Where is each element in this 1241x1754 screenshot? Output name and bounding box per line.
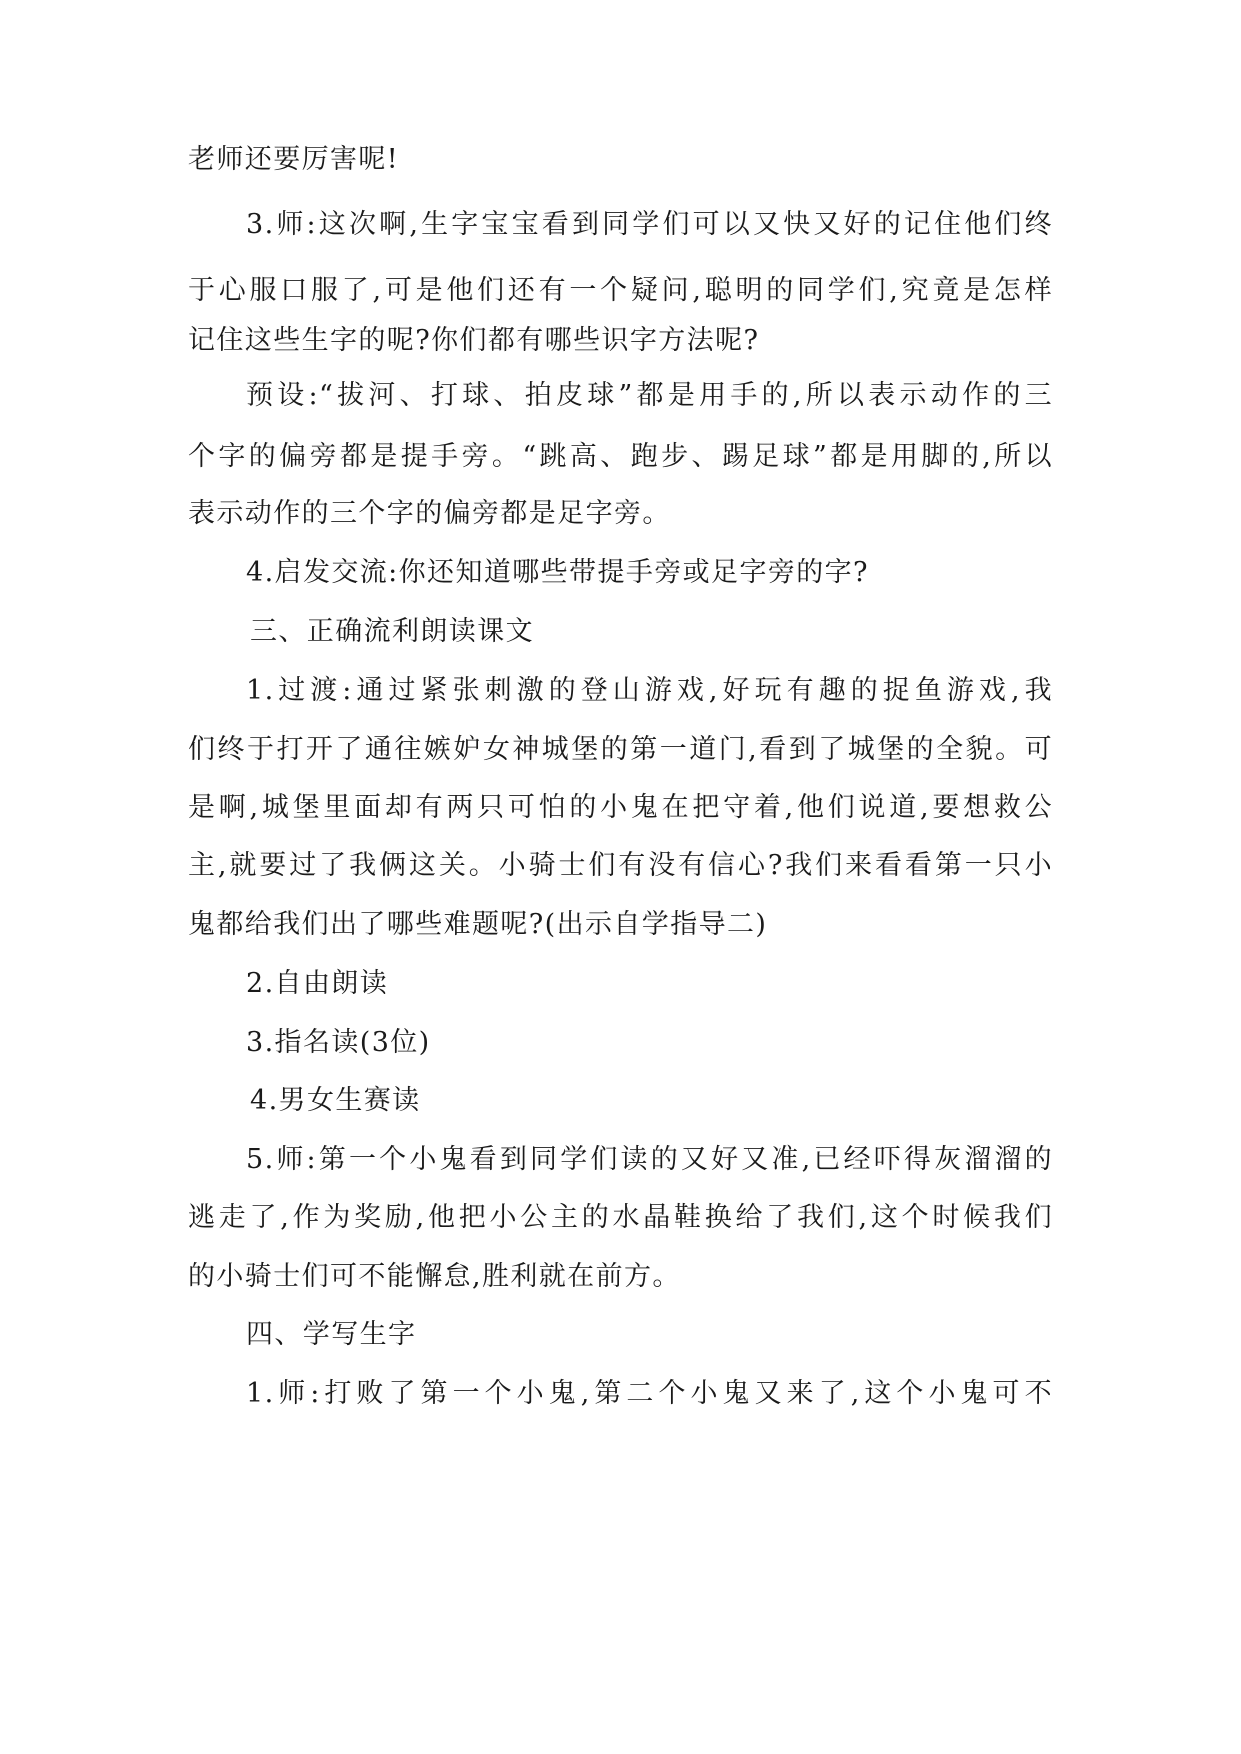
text-line: 1.过渡:通过紧张刺激的登山游戏,好玩有趣的捉鱼游戏,我: [246, 675, 1053, 706]
text-line: 1.师:打败了第一个小鬼,第二个小鬼又来了,这个小鬼可不: [246, 1378, 1053, 1409]
text-line: 主,就要过了我俩这关。小骑士们有没有信心?我们来看看第一只小: [188, 850, 1053, 881]
text-line: 个字的偏旁都是提手旁。“跳高、跑步、踢足球”都是用脚的,所以: [188, 441, 1053, 472]
text-line: 的小骑士们可不能懈怠,胜利就在前方。: [188, 1261, 681, 1292]
text-line: 是啊,城堡里面却有两只可怕的小鬼在把守着,他们说道,要想救公: [188, 792, 1053, 823]
text-line: 3.指名读(3位): [246, 1027, 431, 1058]
text-line: 4.启发交流:你还知道哪些带提手旁或足字旁的字?: [246, 557, 869, 588]
text-line: 表示动作的三个字的偏旁都是足字旁。: [188, 498, 671, 529]
text-line: 鬼都给我们出了哪些难题呢?(出示自学指导二): [188, 909, 768, 940]
text-line: 5.师:第一个小鬼看到同学们读的又好又准,已经吓得灰溜溜的: [246, 1144, 1053, 1175]
text-line: 3.师:这次啊,生字宝宝看到同学们可以又快又好的记住他们终: [246, 209, 1053, 240]
text-line: 老师还要厉害呢!: [188, 144, 400, 175]
text-line: 们终于打开了通往嫉妒女神城堡的第一道门,看到了城堡的全貌。可: [188, 734, 1053, 765]
text-line: 于心服口服了,可是他们还有一个疑问,聪明的同学们,究竟是怎样: [188, 275, 1053, 306]
text-line: 记住这些生字的呢?你们都有哪些识字方法呢?: [188, 325, 760, 356]
text-line: 2.自由朗读: [246, 968, 389, 999]
section-heading: 三、正确流利朗读课文: [250, 616, 534, 647]
section-heading: 四、学写生字: [246, 1319, 417, 1350]
text-line: 预设:“拔河、打球、拍皮球”都是用手的,所以表示动作的三: [246, 380, 1053, 411]
text-line: 逃走了,作为奖励,他把小公主的水晶鞋换给了我们,这个时候我们: [188, 1202, 1053, 1233]
text-line: 4.男女生赛读: [250, 1085, 421, 1116]
